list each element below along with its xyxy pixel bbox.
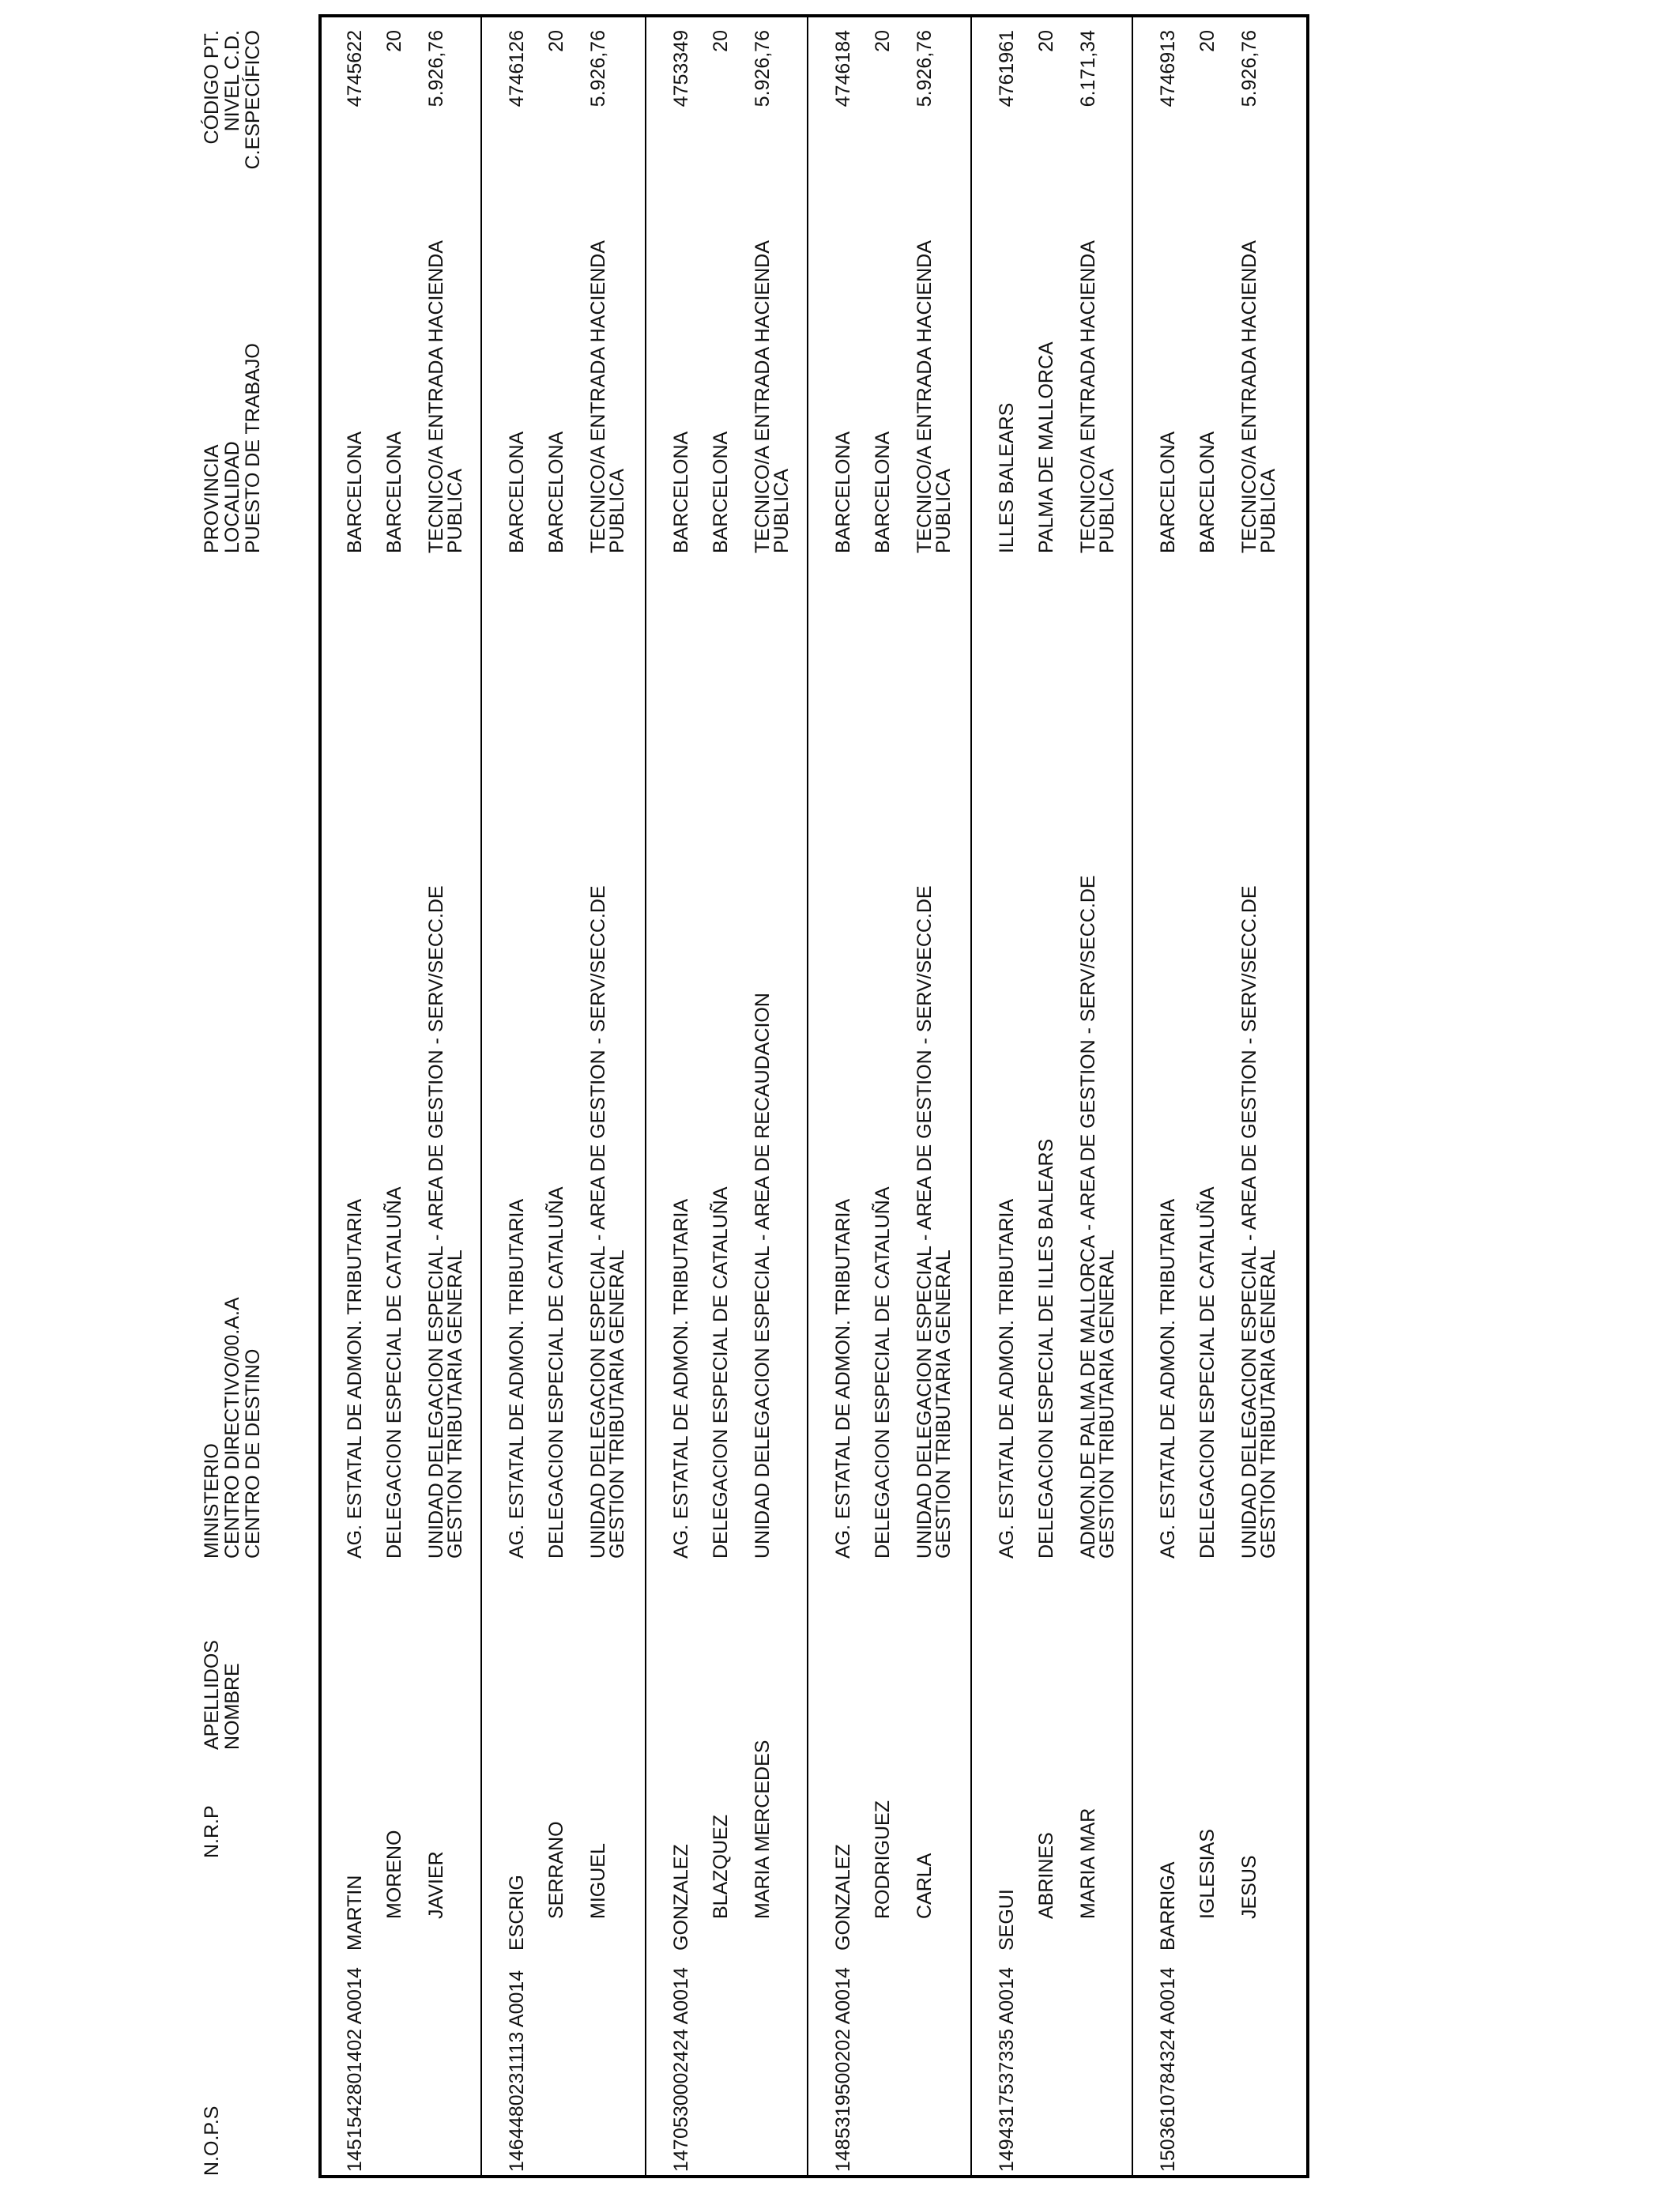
cell-puesto-1: TECNICO/A ENTRADA HACIENDA [425,240,447,553]
cell-especifico: 5.926,76 [1238,30,1260,107]
cell-nivel: 20 [383,30,405,52]
cell-puesto-1: TECNICO/A ENTRADA HACIENDA [1238,240,1260,553]
header-provincia: PROVINCIA [201,444,223,553]
cell-puesto-1: TECNICO/A ENTRADA HACIENDA [587,240,609,553]
cell-especifico: 6.171,34 [1077,30,1099,107]
cell-nops: 149 [996,2139,1018,2172]
cell-puesto-1: TECNICO/A ENTRADA HACIENDA [913,240,936,553]
cell-apellido1: BARRIGA [1157,1861,1179,1951]
cell-centro-destino-1: ADMON.DE PALMA DE MALLORCA - AREA DE GESTION - SERV/SECC.DE [1077,875,1099,1559]
cell-localidad: BARCELONA [710,431,732,553]
cell-localidad: BARCELONA [1196,431,1219,553]
cell-localidad: PALMA DE MALLORCA [1035,341,1057,553]
cell-nrp: 3610784324 A0014 [1157,1967,1179,2139]
cell-nombre: JAVIER [425,1851,447,1919]
cell-localidad: BARCELONA [872,431,894,553]
cell-centro-directivo: DELEGACION ESPECIAL DE CATALUÑA [1196,1186,1219,1559]
cell-apellido1: GONZALEZ [670,1844,692,1951]
cell-ministerio: AG. ESTATAL DE ADMON. TRIBUTARIA [344,1198,366,1559]
cell-apellido1: MARTIN [344,1875,366,1951]
cell-puesto-2: PUBLICA [1257,469,1279,553]
cell-centro-directivo: DELEGACION ESPECIAL DE CATALUÑA [710,1186,732,1559]
cell-nivel: 20 [872,30,894,52]
cell-nombre: MIGUEL [587,1843,609,1919]
cell-centro-directivo: DELEGACION ESPECIAL DE ILLES BALEARS [1035,1138,1057,1559]
cell-nops: 150 [1157,2139,1179,2172]
cell-centro-directivo: DELEGACION ESPECIAL DE CATALUÑA [872,1186,894,1559]
cell-ministerio: AG. ESTATAL DE ADMON. TRIBUTARIA [1157,1198,1179,1559]
cell-puesto-2: PUBLICA [770,469,793,553]
cell-ministerio: AG. ESTATAL DE ADMON. TRIBUTARIA [996,1198,1018,1559]
cell-centro-destino-1: UNIDAD DELEGACION ESPECIAL - AREA DE GESTION - SERV/SECC.DE [425,885,447,1559]
cell-nrp: 5319500202 A0014 [832,1967,854,2139]
cell-codigo: 4746184 [832,30,854,107]
cell-especifico: 5.926,76 [587,30,609,107]
cell-nivel: 20 [1196,30,1219,52]
header-nrp: N.R.P [201,1805,223,1858]
cell-apellido2: RODRIGUEZ [872,1800,894,1919]
header-especifico: C.ESPECÍFICO [242,30,264,170]
header-nivel: NIVEL C.D. [221,30,243,132]
cell-puesto-2: PUBLICA [444,469,466,553]
cell-centro-destino-2: GESTION TRIBUTARIA GENERAL [932,1250,955,1559]
cell-nrp: 4480231113 A0014 [506,1970,528,2139]
row-divider [1306,14,1309,2178]
cell-provincia: BARCELONA [344,431,366,553]
row-divider [318,14,322,2178]
cell-centro-destino-2: GESTION TRIBUTARIA GENERAL [1096,1250,1118,1559]
cell-centro-destino-2: GESTION TRIBUTARIA GENERAL [444,1250,466,1559]
cell-nops: 147 [670,2139,692,2172]
cell-puesto-2: PUBLICA [606,469,628,553]
cell-centro-destino-1: UNIDAD DELEGACION ESPECIAL - AREA DE GESTION - SERV/SECC.DE [587,885,609,1559]
cell-codigo: 4761961 [996,30,1018,107]
cell-nivel: 20 [710,30,732,52]
cell-apellido1: GONZALEZ [832,1844,854,1951]
cell-nivel: 20 [545,30,567,52]
cell-centro-destino-1: UNIDAD DELEGACION ESPECIAL - AREA DE RECAUDACION [751,993,774,1559]
cell-nrp: 1542801402 A0014 [344,1967,366,2139]
cell-puesto-2: PUBLICA [932,469,955,553]
cell-centro-destino-1: UNIDAD DELEGACION ESPECIAL - AREA DE GESTION - SERV/SECC.DE [913,885,936,1559]
cell-especifico: 5.926,76 [751,30,774,107]
cell-apellido1: ESCRIG [506,1875,528,1951]
cell-nops: 145 [344,2139,366,2172]
cell-codigo: 4753349 [670,30,692,107]
cell-provincia: ILLES BALEARS [996,402,1018,553]
cell-ministerio: AG. ESTATAL DE ADMON. TRIBUTARIA [832,1198,854,1559]
cell-nombre: MARIA MAR [1077,1808,1099,1919]
row-divider [645,14,646,2178]
header-ministerio: MINISTERIO [201,1443,223,1559]
cell-nombre: JESUS [1238,1855,1260,1919]
cell-puesto-2: PUBLICA [1096,469,1118,553]
cell-apellido2: ABRINES [1035,1832,1057,1919]
cell-apellido2: BLAZQUEZ [710,1815,732,1919]
header-centro-directivo: CENTRO DIRECTIVO/00.A.A [221,1297,243,1559]
row-divider [807,14,808,2178]
header-codigo: CÓDIGO PT. [201,30,223,145]
cell-especifico: 5.926,76 [913,30,936,107]
header-localidad: LOCALIDAD [221,441,243,553]
cell-centro-directivo: DELEGACION ESPECIAL DE CATALUÑA [383,1186,405,1559]
cell-nrp: 0530002424 A0014 [670,1967,692,2139]
cell-centro-directivo: DELEGACION ESPECIAL DE CATALUÑA [545,1186,567,1559]
cell-centro-destino-1: UNIDAD DELEGACION ESPECIAL - AREA DE GESTION - SERV/SECC.DE [1238,885,1260,1559]
header-puesto: PUESTO DE TRABAJO [242,343,264,553]
cell-apellido2: SERRANO [545,1821,567,1919]
cell-localidad: BARCELONA [383,431,405,553]
cell-nops: 148 [832,2139,854,2172]
row-divider [970,14,972,2178]
cell-provincia: BARCELONA [670,431,692,553]
table-left-border [318,2175,1309,2178]
cell-puesto-1: TECNICO/A ENTRADA HACIENDA [751,240,774,553]
cell-centro-destino-2: GESTION TRIBUTARIA GENERAL [606,1250,628,1559]
cell-centro-destino-2: GESTION TRIBUTARIA GENERAL [1257,1250,1279,1559]
cell-especifico: 5.926,76 [425,30,447,107]
cell-provincia: BARCELONA [832,431,854,553]
header-centro-destino: CENTRO DE DESTINO [242,1348,264,1559]
cell-apellido2: IGLESIAS [1196,1829,1219,1919]
cell-nrp: 4317537335 A0014 [996,1967,1018,2139]
header-nombre: NOMBRE [221,1663,243,1750]
cell-localidad: BARCELONA [545,431,567,553]
cell-provincia: BARCELONA [506,431,528,553]
cell-codigo: 4746913 [1157,30,1179,107]
cell-nombre: CARLA [913,1853,936,1919]
cell-codigo: 4745622 [344,30,366,107]
table-right-border [318,14,1309,17]
cell-codigo: 4746126 [506,30,528,107]
row-divider [1132,14,1133,2178]
cell-apellido2: MORENO [383,1830,405,1919]
header-apellidos: APELLIDOS [201,1640,223,1750]
cell-provincia: BARCELONA [1157,431,1179,553]
cell-nombre: MARIA MERCEDES [751,1740,774,1919]
cell-puesto-1: TECNICO/A ENTRADA HACIENDA [1077,240,1099,553]
cell-ministerio: AG. ESTATAL DE ADMON. TRIBUTARIA [670,1198,692,1559]
header-nops: N.O.P.S [201,2105,223,2176]
cell-nivel: 20 [1035,30,1057,52]
cell-apellido1: SEGUI [996,1889,1018,1951]
cell-nops: 146 [506,2139,528,2172]
cell-ministerio: AG. ESTATAL DE ADMON. TRIBUTARIA [506,1198,528,1559]
row-divider [480,14,482,2178]
